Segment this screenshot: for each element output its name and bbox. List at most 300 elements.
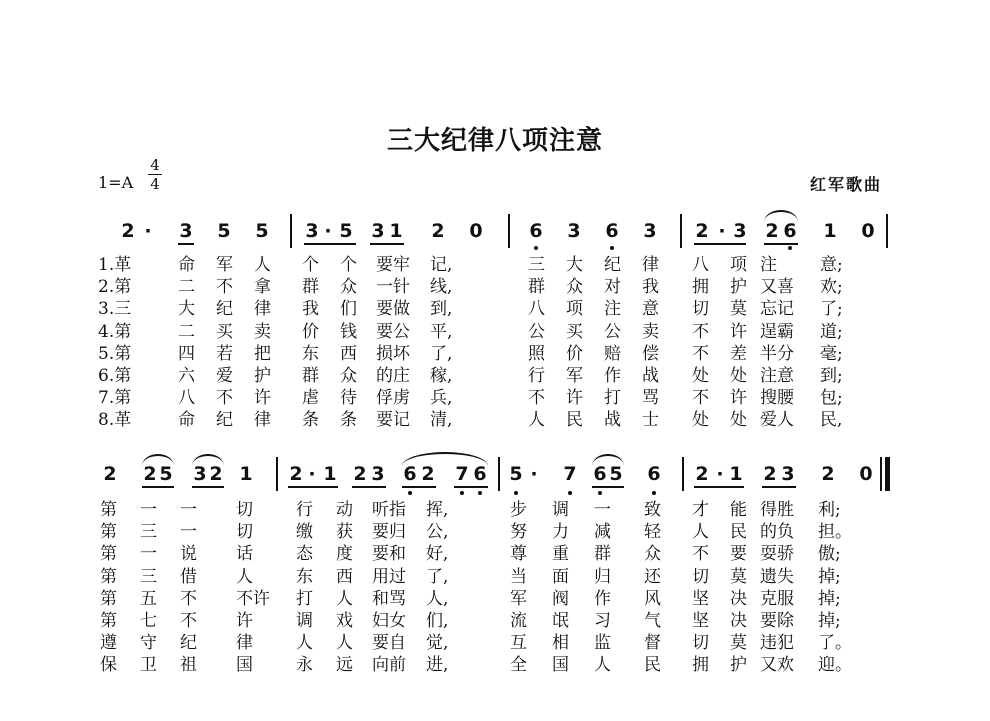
lyric-syllable: 赔	[604, 343, 621, 364]
lyric-syllable: 律	[642, 255, 659, 275]
lyric-syllable: 要除	[760, 611, 794, 631]
lyric-syllable: 要公	[376, 321, 410, 342]
lyric-syllable: 许	[730, 321, 747, 342]
lyric-syllable: 2.第	[98, 277, 132, 298]
lyric-syllable: 借	[180, 566, 197, 587]
note: 6	[529, 220, 543, 242]
lyric-syllable: 一	[594, 500, 611, 520]
lyric-syllable: 逞霸	[760, 321, 794, 342]
lyric-syllable: 人	[296, 633, 313, 654]
lyric-syllable: 价	[302, 321, 319, 342]
lyric-syllable: 人	[254, 255, 271, 275]
lyric-syllable: 不	[216, 277, 233, 298]
lyric-syllable: 好,	[426, 544, 449, 565]
lyric-syllable: 切	[692, 566, 709, 587]
note: 6	[783, 220, 797, 242]
lyric-syllable: 处	[692, 410, 709, 431]
lyric-syllable: 努	[510, 522, 527, 543]
lyric-syllable: 民	[644, 655, 661, 676]
lyric-syllable: 条	[340, 410, 357, 431]
lyric-syllable: 要	[730, 544, 747, 565]
note: 2	[695, 463, 709, 485]
lyric-syllable: 记,	[430, 255, 453, 275]
lyric-syllable: 大	[566, 255, 583, 275]
lyric-syllable: 纪	[216, 410, 233, 431]
lyric-syllable: 人	[336, 588, 353, 609]
lyric-syllable: 买	[216, 321, 233, 342]
note: 5	[159, 463, 173, 485]
lyric-syllable: 态	[296, 544, 313, 565]
lyric-syllable: 众	[340, 277, 357, 298]
lyric-syllable: 东	[296, 566, 313, 587]
lyric-syllable: 掉;	[818, 566, 841, 587]
note: 3	[193, 463, 207, 485]
note: 0	[469, 220, 483, 242]
lyric-syllable: 欢;	[820, 277, 843, 298]
lyric-syllable: 人	[236, 566, 253, 587]
lyric-syllable: 人	[692, 522, 709, 543]
note-dot: ·	[530, 463, 538, 485]
lyric-syllable: 遵	[100, 633, 117, 654]
lyric-syllable: 妇女	[372, 611, 406, 631]
lyric-syllable: 要和	[372, 544, 406, 565]
note: 2	[763, 463, 777, 485]
lyric-syllable: 不许	[236, 588, 270, 609]
note-dot: ·	[718, 220, 726, 242]
lyric-syllable: 卖	[254, 321, 271, 342]
note: 3	[733, 220, 747, 242]
note: 3	[371, 463, 385, 485]
note-dot: ·	[144, 220, 152, 242]
lyric-syllable: 个	[340, 255, 357, 275]
lyric-syllable: 命	[178, 410, 195, 431]
lyric-syllable: 到,	[430, 299, 453, 320]
note: 2	[695, 220, 709, 242]
lyric-syllable: 8.革	[98, 410, 132, 431]
lyric-syllable: 动	[336, 500, 353, 520]
lyric-syllable: 3.三	[98, 299, 132, 320]
lyric-syllable: 八	[692, 255, 709, 275]
lyric-syllable: 命	[178, 255, 195, 275]
lyric-syllable: 面	[552, 566, 569, 587]
lyric-syllable: 处	[730, 410, 747, 431]
lyric-syllable: 许	[730, 388, 747, 409]
lyric-syllable: 要自	[372, 633, 406, 654]
lyric-syllable: 还	[644, 566, 661, 587]
lyric-syllable: 用过	[372, 566, 406, 587]
lyric-syllable: 克服	[760, 588, 794, 609]
lyric-syllable: 才	[692, 500, 709, 520]
lyric-syllable: 当	[510, 566, 527, 587]
lyric-syllable: 人	[594, 655, 611, 676]
lyric-syllable: 八	[528, 299, 545, 320]
lyric-syllable: 到;	[820, 366, 843, 386]
lyric-line	[0, 322, 990, 342]
lyric-syllable: 不	[180, 588, 197, 609]
note: 2	[765, 220, 779, 242]
bar-line	[290, 214, 292, 248]
lyric-syllable: 意	[642, 299, 659, 320]
lyric-syllable: 拥	[692, 655, 709, 676]
lyric-syllable: 三	[528, 255, 545, 275]
lyric-syllable: 行	[296, 500, 313, 520]
lyric-line	[0, 410, 990, 430]
note-dot: ·	[716, 463, 724, 485]
lyric-syllable: 要记	[376, 410, 410, 431]
lyric-syllable: 戏	[336, 611, 353, 631]
lyric-syllable: 护	[730, 277, 747, 298]
lyric-syllable: 清,	[430, 410, 453, 431]
note: 1	[323, 463, 337, 485]
note: 3	[179, 220, 193, 242]
lyric-syllable: 1.革	[98, 255, 132, 275]
lyric-syllable: 守	[140, 633, 157, 654]
lyric-syllable: 国	[236, 655, 253, 676]
note: 7	[455, 463, 469, 485]
lyric-syllable: 道;	[820, 321, 843, 342]
lyric-syllable: 注	[604, 299, 621, 320]
lyric-syllable: 兵,	[430, 388, 453, 409]
note: 3	[567, 220, 581, 242]
song-title: 三大纪律八项注意	[386, 126, 603, 156]
note: 2	[821, 463, 835, 485]
lyric-syllable: 待	[340, 388, 357, 409]
lyric-syllable: 一	[140, 500, 157, 520]
lyric-syllable: 护	[730, 655, 747, 676]
lyric-syllable: 人,	[426, 588, 449, 609]
lyric-syllable: 公	[528, 321, 545, 342]
lyric-syllable: 全	[510, 655, 527, 676]
note: 6	[605, 220, 619, 242]
lyric-syllable: 调	[296, 611, 313, 631]
lyric-syllable: 坚	[692, 588, 709, 609]
lyric-syllable: 掉;	[818, 611, 841, 631]
lyric-syllable: 四	[178, 343, 195, 364]
lyric-syllable: 归	[594, 566, 611, 587]
lyric-syllable: 莫	[730, 299, 747, 320]
lyric-syllable: 线,	[430, 277, 453, 298]
note: 2	[289, 463, 303, 485]
lyric-line	[0, 299, 990, 319]
note: 2	[209, 463, 223, 485]
bar-line	[680, 214, 682, 248]
lyric-syllable: 公,	[426, 522, 449, 543]
lyric-syllable: 作	[604, 366, 621, 386]
lyric-syllable: 我	[302, 299, 319, 320]
lyric-syllable: 钱	[340, 321, 357, 342]
lyric-syllable: 切	[692, 633, 709, 654]
lyric-syllable: 远	[336, 655, 353, 676]
note: 1	[389, 220, 403, 242]
lyric-syllable: 群	[528, 277, 545, 298]
lyric-syllable: 众	[644, 544, 661, 565]
lyric-line	[0, 366, 990, 386]
note: 3	[371, 220, 385, 242]
lyric-syllable: 话	[236, 544, 253, 565]
lyric-line	[0, 500, 990, 520]
lyric-syllable: 督	[644, 633, 661, 654]
lyric-syllable: 把	[254, 343, 271, 364]
lyric-syllable: 众	[566, 277, 583, 298]
lyric-syllable: 纪	[216, 299, 233, 320]
lyric-syllable: 了。	[818, 633, 852, 654]
lyric-syllable: 不	[692, 544, 709, 565]
lyric-syllable: 永	[296, 655, 313, 676]
lyric-syllable: 4.第	[98, 321, 132, 342]
lyric-syllable: 坚	[692, 611, 709, 631]
lyric-syllable: 监	[594, 633, 611, 654]
note: 5	[255, 220, 269, 242]
lyric-line	[0, 611, 990, 631]
lyric-line	[0, 344, 990, 364]
lyric-syllable: 战	[642, 366, 659, 386]
note: 2	[121, 220, 135, 242]
lyric-syllable: 半分	[760, 343, 794, 364]
lyric-syllable: 价	[566, 343, 583, 364]
lyric-syllable: 民,	[820, 410, 843, 431]
lyric-syllable: 买	[566, 321, 583, 342]
lyric-syllable: 不	[692, 343, 709, 364]
note: 5	[339, 220, 353, 242]
lyric-syllable: 注意	[760, 366, 794, 386]
lyric-syllable: 不	[692, 321, 709, 342]
note-dot: ·	[324, 220, 332, 242]
lyric-syllable: 士	[642, 410, 659, 431]
lyric-syllable: 掉;	[818, 588, 841, 609]
lyric-syllable: 决	[730, 588, 747, 609]
lyric-syllable: 许	[566, 388, 583, 409]
lyric-syllable: 爱人	[760, 410, 794, 431]
lyric-line	[0, 255, 990, 275]
lyric-syllable: 了,	[426, 566, 449, 587]
lyric-syllable: 平,	[430, 321, 453, 342]
note: 7	[563, 463, 577, 485]
lyric-syllable: 打	[296, 588, 313, 609]
lyric-syllable: 五	[140, 588, 157, 609]
key-signature: 1=A	[98, 173, 134, 192]
lyric-syllable: 莫	[730, 633, 747, 654]
lyric-syllable: 风	[644, 588, 661, 609]
lyric-syllable: 群	[594, 544, 611, 565]
lyric-syllable: 第	[100, 500, 117, 520]
note: 1	[729, 463, 743, 485]
lyric-syllable: 拿	[254, 277, 271, 298]
bar-line	[886, 214, 888, 248]
lyric-syllable: 又喜	[760, 277, 794, 298]
lyric-syllable: 损坏	[376, 343, 410, 364]
lyric-syllable: 气	[644, 611, 661, 631]
lyric-syllable: 度	[336, 544, 353, 565]
lyric-syllable: 一	[140, 544, 157, 565]
lyric-syllable: 第	[100, 544, 117, 565]
lyric-syllable: 说	[180, 544, 197, 565]
note: 2	[431, 220, 445, 242]
lyric-syllable: 骂	[642, 388, 659, 409]
lyric-syllable: 律	[254, 299, 271, 320]
note: 3	[305, 220, 319, 242]
lyric-syllable: 许	[236, 611, 253, 631]
lyric-syllable: 意;	[820, 255, 843, 275]
lyric-syllable: 向前	[372, 655, 406, 676]
lyric-syllable: 处	[692, 366, 709, 386]
lyric-syllable: 人	[336, 633, 353, 654]
lyric-syllable: 莫	[730, 566, 747, 587]
lyric-line	[0, 567, 990, 587]
lyric-syllable: 项	[566, 299, 583, 320]
lyric-syllable: 第	[100, 611, 117, 631]
lyric-syllable: 差	[730, 343, 747, 364]
lyric-syllable: 遗失	[760, 566, 794, 587]
note: 2	[421, 463, 435, 485]
lyric-syllable: 尊	[510, 544, 527, 565]
lyric-syllable: 我	[642, 277, 659, 298]
lyric-syllable: 纪	[604, 255, 621, 275]
lyric-syllable: 要归	[372, 522, 406, 543]
note: 2	[143, 463, 157, 485]
lyric-syllable: 若	[216, 343, 233, 364]
lyric-syllable: 5.第	[98, 343, 132, 364]
lyric-syllable: 稼,	[430, 366, 453, 386]
lyric-syllable: 项	[730, 255, 747, 275]
lyric-syllable: 军	[216, 255, 233, 275]
lyric-syllable: 重	[552, 544, 569, 565]
lyric-syllable: 三	[140, 566, 157, 587]
lyric-syllable: 三	[140, 522, 157, 543]
lyric-syllable: 西	[340, 343, 357, 364]
lyric-syllable: 切	[236, 522, 253, 543]
lyric-syllable: 保	[100, 655, 117, 676]
note: 3	[781, 463, 795, 485]
lyric-syllable: 一	[180, 522, 197, 543]
lyric-syllable: 听指	[372, 500, 406, 520]
lyric-syllable: 众	[340, 366, 357, 386]
lyric-syllable: 们,	[426, 611, 449, 631]
lyric-syllable: 调	[552, 500, 569, 520]
lyric-syllable: 和骂	[372, 588, 406, 609]
lyric-syllable: 迎。	[818, 655, 852, 676]
lyric-syllable: 一针	[376, 277, 410, 298]
note: 1	[239, 463, 253, 485]
lyric-syllable: 不	[216, 388, 233, 409]
composer-credit: 红军歌曲	[809, 175, 882, 194]
lyric-syllable: 偿	[642, 343, 659, 364]
lyric-syllable: 作	[594, 588, 611, 609]
lyric-syllable: 要做	[376, 299, 410, 320]
time-sig-top: 4	[150, 156, 160, 174]
lyric-line	[0, 544, 990, 564]
lyric-syllable: 俘虏	[376, 388, 410, 409]
lyric-syllable: 切	[692, 299, 709, 320]
lyric-syllable: 卖	[642, 321, 659, 342]
lyric-syllable: 进,	[426, 655, 449, 676]
lyric-syllable: 公	[604, 321, 621, 342]
lyric-syllable: 互	[510, 633, 527, 654]
lyric-syllable: 的负	[760, 522, 794, 543]
lyric-syllable: 不	[692, 388, 709, 409]
lyric-syllable: 大	[178, 299, 195, 320]
lyric-syllable: 们	[340, 299, 357, 320]
lyric-syllable: 包;	[820, 388, 843, 409]
lyric-syllable: 7.第	[98, 388, 132, 409]
lyric-syllable: 又欢	[760, 655, 794, 676]
note-dot: ·	[308, 463, 316, 485]
lyric-syllable: 拥	[692, 277, 709, 298]
lyric-line	[0, 589, 990, 609]
lyric-syllable: 搜腰	[760, 388, 794, 409]
lyric-syllable: 东	[302, 343, 319, 364]
lyric-syllable: 条	[302, 410, 319, 431]
lyric-syllable: 行	[528, 366, 545, 386]
lyric-syllable: 阀	[552, 588, 569, 609]
lyric-syllable: 违犯	[760, 633, 794, 654]
note: 6	[403, 463, 417, 485]
note: 5	[217, 220, 231, 242]
lyric-syllable: 致	[644, 500, 661, 520]
lyric-syllable: 忘记	[760, 299, 794, 320]
note: 0	[859, 463, 873, 485]
lyric-syllable: 流	[510, 611, 527, 631]
lyric-syllable: 要牢	[376, 255, 410, 275]
lyric-syllable: 西	[336, 566, 353, 587]
lyric-syllable: 第	[100, 522, 117, 543]
lyric-syllable: 律	[254, 410, 271, 431]
lyric-syllable: 轻	[644, 522, 661, 543]
bar-line	[508, 214, 510, 248]
lyric-syllable: 注	[760, 255, 777, 275]
lyric-syllable: 七	[140, 611, 157, 631]
lyric-syllable: 二	[178, 277, 195, 298]
lyric-syllable: 获	[336, 522, 353, 543]
lyric-syllable: 照	[528, 343, 545, 364]
lyric-syllable: 6.第	[98, 366, 132, 386]
note: 6	[593, 463, 607, 485]
lyric-syllable: 民	[566, 410, 583, 431]
note: 5	[509, 463, 523, 485]
bar-line	[276, 457, 278, 491]
lyric-syllable: 氓	[552, 611, 569, 631]
lyric-syllable: 护	[254, 366, 271, 386]
lyric-syllable: 一	[180, 500, 197, 520]
lyric-syllable: 律	[236, 633, 253, 654]
lyric-syllable: 缴	[296, 522, 313, 543]
note: 2	[103, 463, 117, 485]
lyric-line	[0, 655, 990, 675]
lyric-syllable: 挥,	[426, 500, 449, 520]
lyric-line	[0, 388, 990, 408]
lyric-syllable: 六	[178, 366, 195, 386]
lyric-syllable: 民	[730, 522, 747, 543]
lyric-syllable: 了,	[430, 343, 453, 364]
lyric-syllable: 战	[604, 410, 621, 431]
lyric-syllable: 群	[302, 366, 319, 386]
lyric-syllable: 利;	[818, 500, 841, 520]
lyric-syllable: 能	[730, 500, 747, 520]
lyric-syllable: 国	[552, 655, 569, 676]
final-bar-thick	[885, 457, 890, 491]
lyric-syllable: 不	[180, 611, 197, 631]
lyric-syllable: 第	[100, 566, 117, 587]
lyric-syllable: 人	[528, 410, 545, 431]
lyric-line	[0, 277, 990, 297]
lyric-syllable: 纪	[180, 633, 197, 654]
lyric-syllable: 傲;	[818, 544, 841, 565]
lyric-line	[0, 522, 990, 542]
time-sig-bottom: 4	[150, 175, 160, 193]
note: 6	[473, 463, 487, 485]
lyric-syllable: 打	[604, 388, 621, 409]
note: 6	[647, 463, 661, 485]
lyric-syllable: 祖	[180, 655, 197, 676]
